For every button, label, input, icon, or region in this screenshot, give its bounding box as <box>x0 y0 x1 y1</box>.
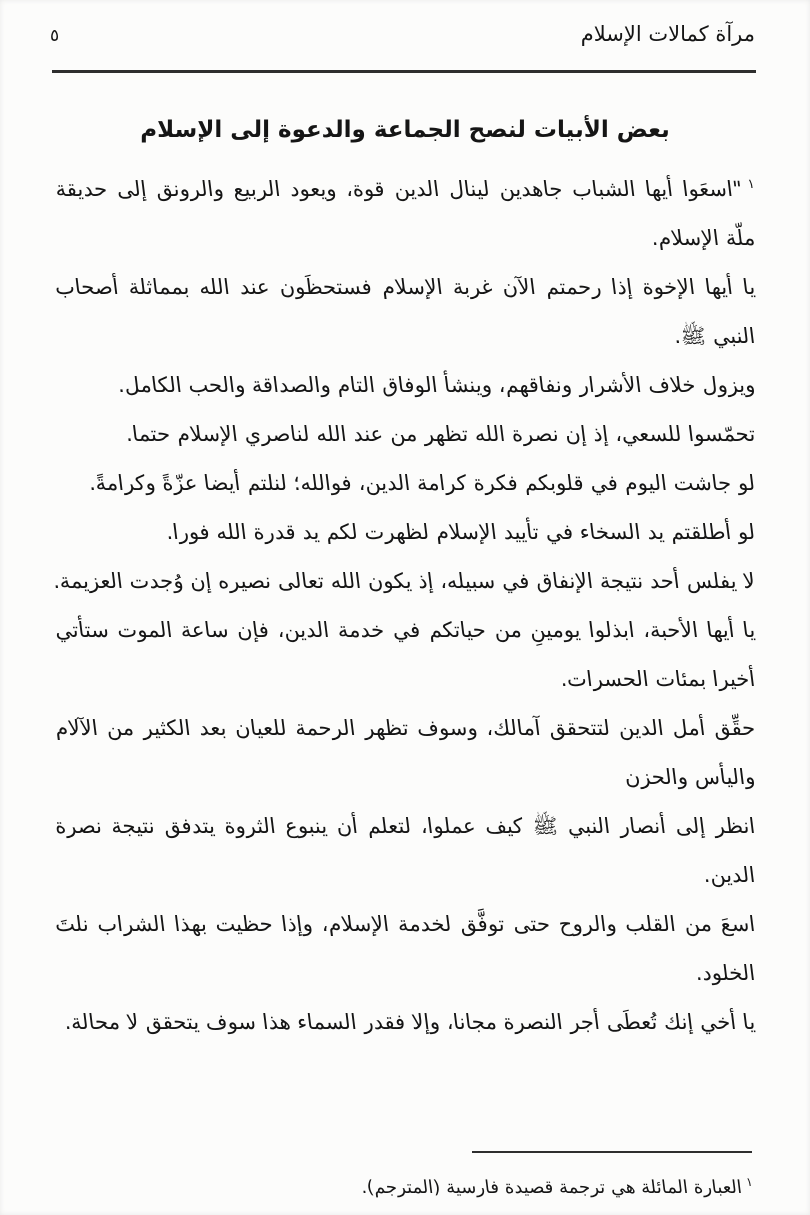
body-line: ويزول خلاف الأشرار ونفاقهم، وينشأ الوفاق التام والصداقة والحب الكامل. <box>116 373 757 397</box>
body-line: الدين. <box>701 863 757 887</box>
paragraph <box>55 606 755 704</box>
page-header <box>50 22 755 46</box>
paragraph <box>55 160 755 263</box>
body-line: يا أيها الأحبة، ابذلوا يومينِ من حياتكم في خدمة الدين، فإن ساعة الموت ستأتي <box>53 618 757 642</box>
paragraph <box>55 508 755 557</box>
paragraph <box>55 998 755 1047</box>
paragraph <box>55 802 755 900</box>
paragraph <box>55 410 755 459</box>
body-line: انظر إلى أنصار النبي ﷺ كيف عملوا، لتعلم أن ينبوع الثروة يتدفق نتيجة نصرة <box>53 814 757 838</box>
body-line: واليأس والحزن <box>623 765 757 789</box>
body-line: لو جاشت اليوم في قلوبكم فكرة كرامة الدين، فوالله؛ لنلتم أيضا عزّةً وكرامةً. <box>87 471 757 495</box>
body-line: الخلود. <box>693 961 757 985</box>
paragraph <box>55 263 755 361</box>
running-title: مرآة كمالات الإسلام <box>580 22 755 46</box>
section-title: بعض الأبيات لنصح الجماعة والدعوة إلى الإسلام <box>140 117 670 143</box>
body-line: ملّة الإسلام. <box>649 226 757 250</box>
footnote-text: العبارة المائلة هي ترجمة قصيدة فارسية (المترجم). <box>359 1177 744 1198</box>
footnote-separator <box>472 1151 752 1153</box>
header-rule <box>52 70 756 73</box>
paragraph <box>55 459 755 508</box>
body-line: حقِّق أمل الدين لتتحقق آمالك، وسوف تظهر الرحمة للعيان بعد الكثير من الآلام <box>53 716 757 740</box>
body-line: يا أيها الإخوة إذا رحمتم الآن غربة الإسلام فستحظَون عند الله بمماثلة أصحاب <box>53 275 757 299</box>
body-line: تحمّسوا للسعي، إذ إن نصرة الله تظهر من عند الله لناصري الإسلام حتما. <box>123 422 757 446</box>
paragraph <box>55 704 755 802</box>
footnote <box>52 1161 756 1209</box>
page-number: ٥ <box>50 26 60 46</box>
footnote-marker: ١ <box>745 1175 754 1189</box>
body-line: $^١$"اسعَوا أيها الشباب جاهدين لينال الدين قوة، ويعود الربيع والرونق إلى حديقة <box>53 177 756 201</box>
body-line: النبي ﷺ. <box>672 324 757 348</box>
body-line: يا أخي إنك تُعطَى أجر النصرة مجانا، وإلا فقدر السماء هذا سوف يتحقق لا محالة. <box>62 1010 757 1034</box>
footnote-ref: ١ <box>746 177 756 192</box>
paragraph <box>51 557 757 606</box>
body-line: لو أطلقتم يد السخاء في تأييد الإسلام لظهرت لكم يد قدرة الله فورا. <box>164 520 757 544</box>
body-line: اسعَ من القلب والروح حتى توفَّق لخدمة الإسلام، وإذا حظيت بهذا الشراب نلتَ <box>53 912 757 936</box>
paragraph <box>55 900 755 998</box>
body-line: أخيرا بمئات الحسرات. <box>558 667 757 691</box>
body-line: لا يفلس أحد نتيجة الإنفاق في سبيله، إذ يكون الله تعالى نصيره إن وُجدت العزيمة. <box>51 569 757 593</box>
paragraph <box>55 361 755 410</box>
body-text <box>51 160 757 1047</box>
